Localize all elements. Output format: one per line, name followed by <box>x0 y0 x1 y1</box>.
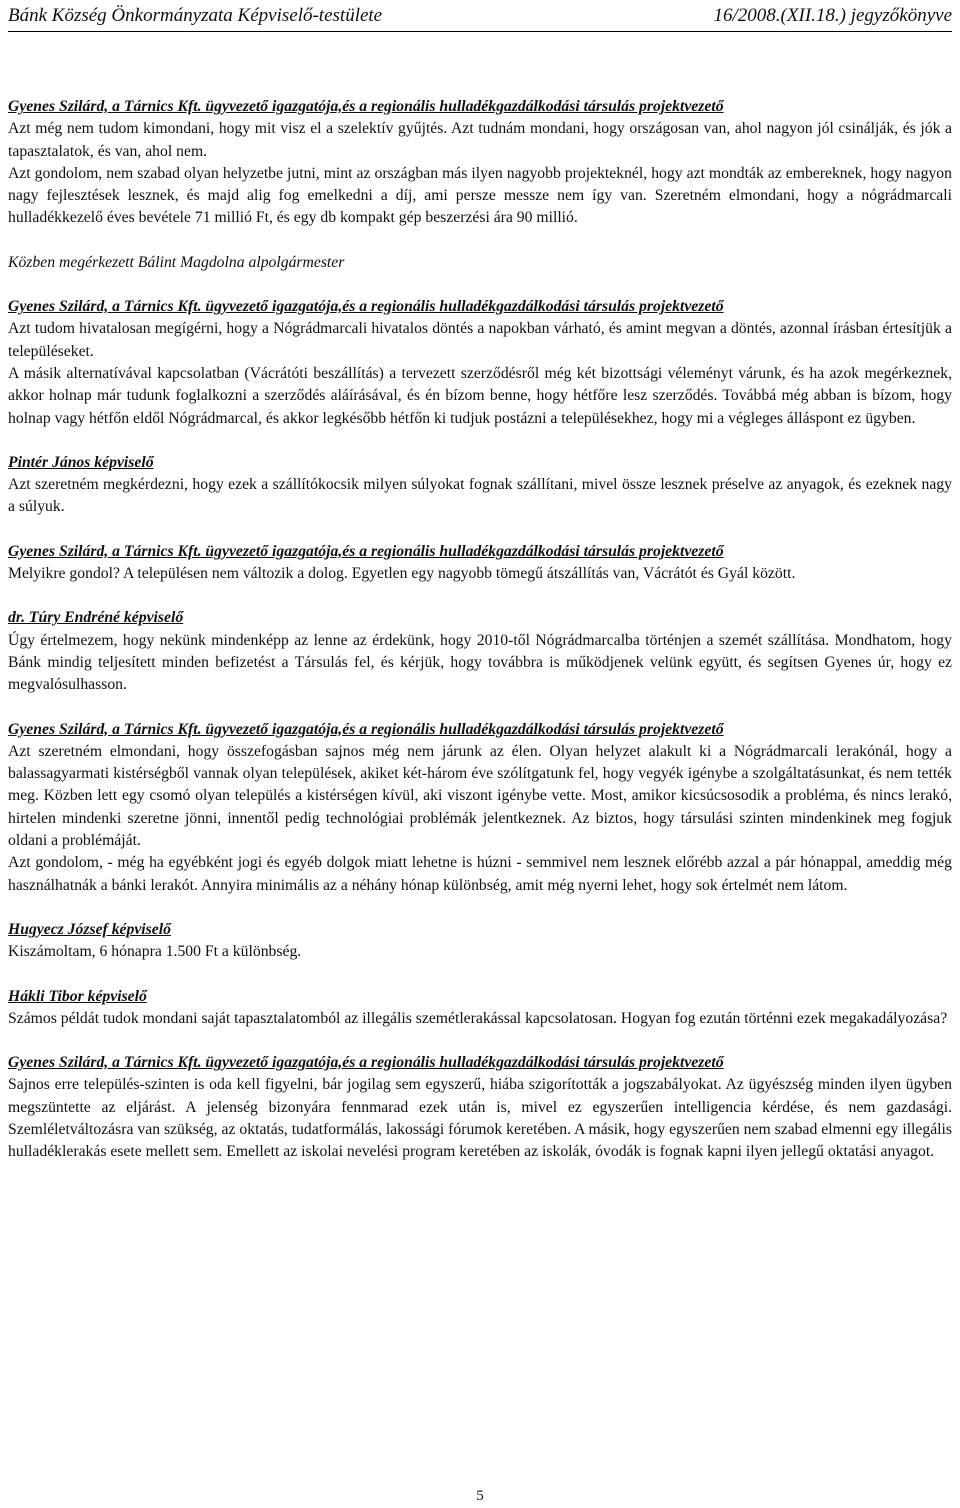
speech-paragraph: Azt tudom hivatalosan megígérni, hogy a Nógrádmarcali hivatalos döntés a napokban várható, és amint megvan a döntés, azonnal írásban értesítjük a településeket. <box>8 320 952 360</box>
speech-paragraph: Azt szeretném elmondani, hogy összefogásban sajnos még nem járunk az élen. Olyan helyzet alakult ki a Nógrádmarcali lerakónál, hogy a balassagyarmati kistérségből vannak olyan települések, akiket két-három éve szólítgatunk fel, hogy vegyék igénybe a szolgáltatásunkat, és nem tették meg. Közben lett egy csomó olyan település a kistérségen kívül, aki viszont igénybe vette. Most, amikor kicsúcsosodik a probléma, és nincs lerakó, hirtelen mindenki szeretne jönni, innentől pedig technológiai problémák jelentkeznek. Az biztos, hogy társulási szinten mindenkinek meg fogjuk oldani a problémáját. <box>8 742 952 850</box>
speech-paragraph: Úgy értelmezem, hogy nekünk mindenképp az lenne az érdekünk, hogy 2010-től Nógrádmarcalba történjen a szemét szállítása. Mondhatom, hogy Bánk mindig teljesített minden befizetést a Társulás fel, és kérjük, hogy továbbra is működjenek velünk együtt, és segítsen Gyenes úr, hogy ez megvalósulhasson. <box>8 631 952 694</box>
page-number: 5 <box>476 1488 484 1504</box>
header-title: Bánk Község Önkormányzata Képviselő-testülete <box>8 5 383 26</box>
speech-paragraph: Azt szeretném megkérdezni, hogy ezek a szállítókocsik milyen súlyokat fognak szállítani, mivel össze lesznek préselve az anyagok, és ezeknek nagy a súlyuk. <box>8 476 952 516</box>
speaker-name: Hákli Tibor képviselő <box>8 987 147 1005</box>
speaker-name: Gyenes Szilárd, a Tárnics Kft. ügyvezető igazgatója,és a regionális hulladékgazdálkodási társulás projektvezető <box>8 720 724 738</box>
speech-block <box>8 986 952 1031</box>
speech-paragraph: Azt gondolom, - még ha egyébként jogi és egyéb dolgok miatt lehetne is húzni - semmivel nem lesznek előrébb azzal a pár hónappal, ameddig még használhatnák a bánki lerakót. Annyira minimális az a néhány hónap különbség, amit még nyerni lehet, hogy sok értelmét nem látom. <box>8 854 952 894</box>
speech-block <box>8 919 952 964</box>
speaker-name: Gyenes Szilárd, a Tárnics Kft. ügyvezető igazgatója,és a regionális hulladékgazdálkodási társulás projektvezető <box>8 1054 724 1072</box>
speech-paragraph: Számos példát tudok mondani saját tapasztalatomból az illegális szemétlerakással kapcsolatosan. Hogyan fog ezután történni ezek megakadályozása? <box>8 1009 948 1027</box>
speech-paragraph: Azt még nem tudom kimondani, hogy mit visz el a szelektív gyűjtés. Azt tudnám mondani, hogy országosan van, ahol nagyon jól csinálják, és jók a tapasztalatok, és van, ahol nem. <box>8 120 952 160</box>
speech-block <box>8 452 952 519</box>
speaker-name: Hugyecz József képviselő <box>8 920 171 938</box>
header-divider <box>8 31 952 32</box>
header-document-id: 16/2008.(XII.18.) jegyzőkönyve <box>713 5 952 26</box>
speaker-name: dr. Túry Endréné képviselő <box>8 609 184 627</box>
speaker-name: Gyenes Szilárd, a Tárnics Kft. ügyvezető igazgatója,és a regionális hulladékgazdálkodási társulás projektvezető <box>8 298 724 316</box>
speech-block <box>8 296 952 430</box>
speech-paragraph: Azt gondolom, nem szabad olyan helyzetbe jutni, mint az országban más ilyen nagyobb projekteknél, hogy azt mondták az embereknek, hogy nagyon nagy fejlesztések lesznek, és majd alig fog emelkedni a díj, ami persze messze nem így van. Szeretném elmondani, hogy a nógrádmarcali hulladékkezelő éves bevétele 71 millió Ft, és egy db kompakt gép beszerzési ára 90 millió. <box>8 164 952 227</box>
speech-block <box>8 719 952 897</box>
speaker-name: Gyenes Szilárd, a Tárnics Kft. ügyvezető igazgatója,és a regionális hulladékgazdálkodási társulás projektvezető <box>8 98 724 115</box>
speaker-name: Gyenes Szilárd, a Tárnics Kft. ügyvezető igazgatója,és a regionális hulladékgazdálkodási társulás projektvezető <box>8 542 724 560</box>
speech-block <box>8 96 952 230</box>
speech-block <box>8 1052 952 1163</box>
speech-paragraph: Kiszámoltam, 6 hónapra 1.500 Ft a különbség. <box>8 943 302 961</box>
page-header <box>8 2 952 32</box>
speech-paragraph: Sajnos erre település-szinten is oda kell figyelni, bár jogilag sem egyszerű, hiába szigorították a jogszabályokat. Az ügyészség minden ilyen ügyben megszüntette az eljárást. A jelenség bizonyára fennmarad ezek után is, mivel ez egyszerűen intelligencia kérdése, és nem gazdasági. Szemléletváltozásra van szükség, az oktatás, tudatformálás, lakossági fórumok keretében. A másik, hogy egyszerűen nem szabad elmenni egy illegális hulladéklerakás esete mellett sem. Emellett az iskolai nevelési program keretében az iskolák, óvodák is fognak kapni ilyen jellegű oktatási anyagot. <box>8 1076 952 1161</box>
speaker-name: Pintér János képviselő <box>8 453 154 471</box>
speech-paragraph: A másik alternatívával kapcsolatban (Vácrátóti beszállítás) a tervezett szerződésről még két bizottsági véleményt várunk, és ha azok megérkeznek, akkor holnap már tudunk foglalkozni a szerződés aláírásával, és én bízom benne, hogy hétfőre lesz szerződés. Továbbá még abban is bízom, hogy holnap vagy hétfőn eldől Nógrádmarcal, és akkor legkésőbb hétfőn ki tudjuk postázni a településekhez, hogy mi a végleges álláspont ez ügyben. <box>8 364 952 427</box>
minutes-note-block <box>8 252 952 274</box>
speech-block <box>8 541 952 586</box>
speech-paragraph: Melyikre gondol? A településen nem változik a dolog. Egyetlen egy nagyobb tömegű átszállítás van, Vácrátót és Gyál között. <box>8 565 796 583</box>
minutes-note: Közben megérkezett Bálint Magdolna alpolgármester <box>8 253 345 271</box>
speech-block <box>8 607 952 696</box>
document-body <box>8 96 952 1164</box>
